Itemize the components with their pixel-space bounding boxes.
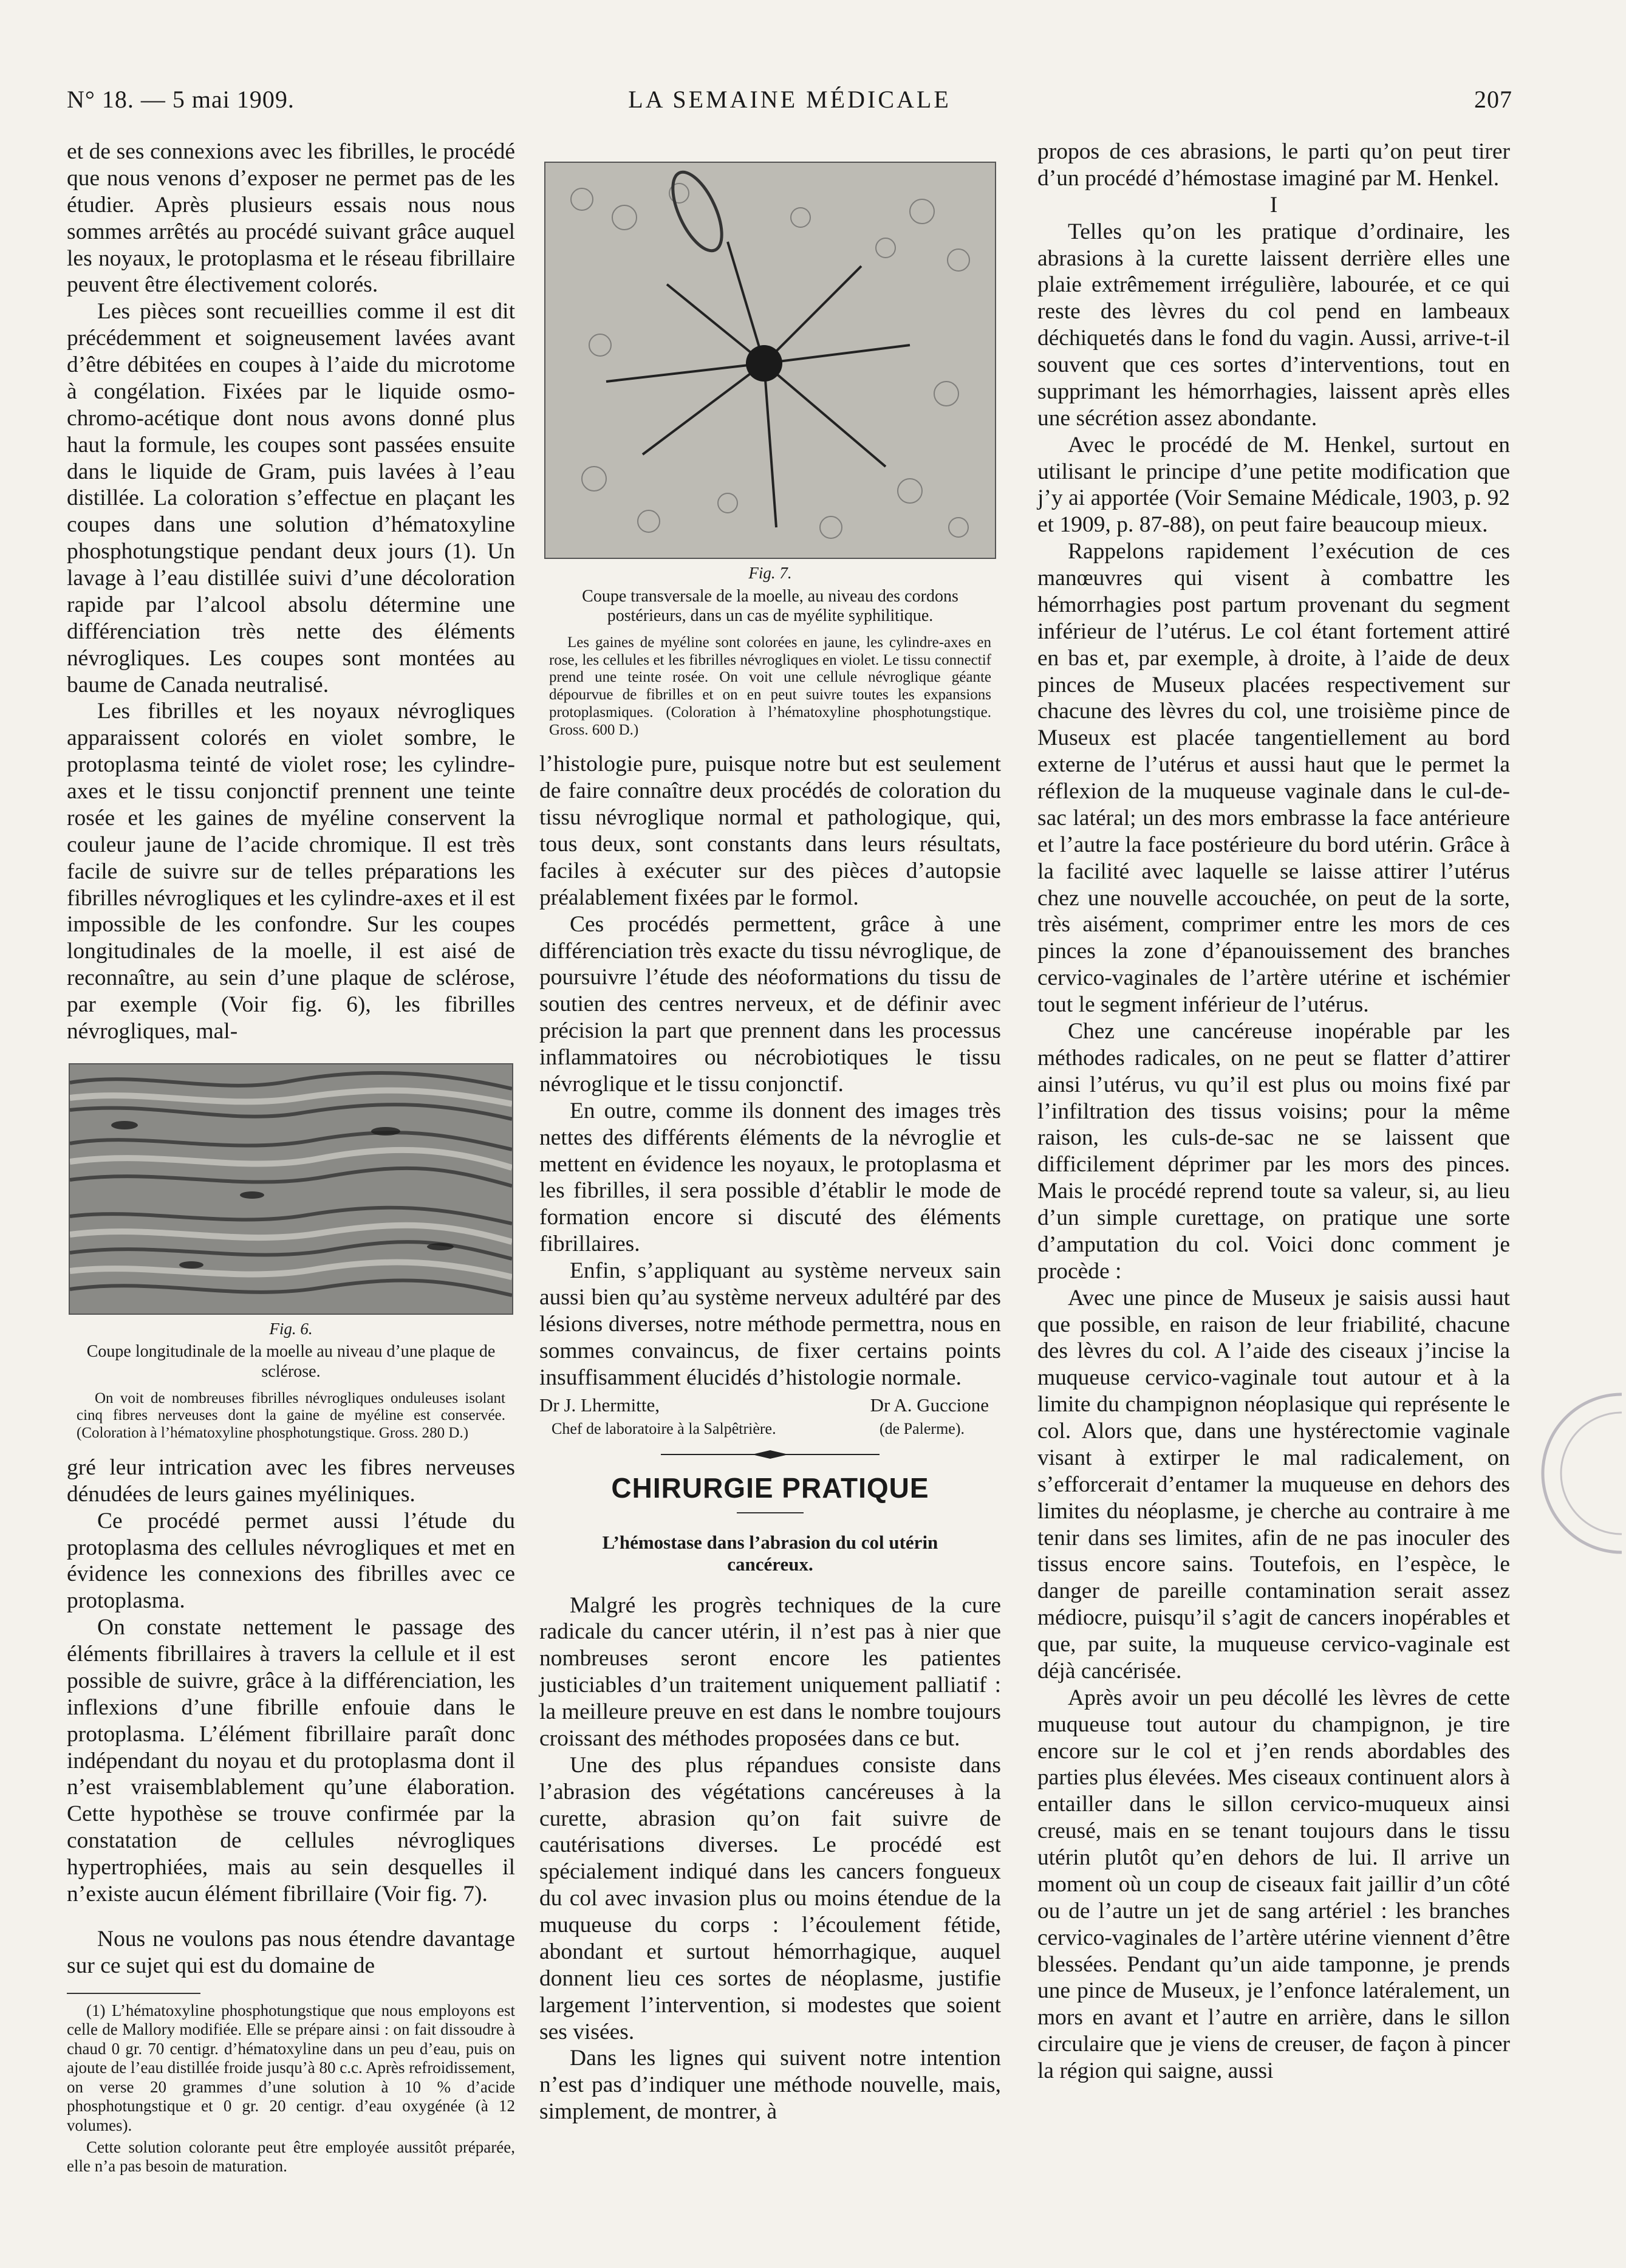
paragraph: Dans les lignes qui suivent notre intention n’est pas d’indiquer une méthode nouvelle, mais, simplement, de montrer, à [539,2046,1001,2125]
paragraph: Malgré les progrès techniques de la cure radicale du cancer utérin, il n’est pas à nier que nombreuses seront encore les patientes justiciables d’un traitement uniquement palliatif : la meilleure preuve en est dans le nombre toujours croissant des méthodes proposées dans ce but. [539,1592,1001,1751]
paragraph: Avec une pince de Museux je saisis aussi haut que possible, en raison de leur friabilité, chacune des lèvres du col. A l’aide des ciseaux j’incise la muqueuse cervico-vaginale tout autour et à la limite du champignon néoplasique qui représente le col. Alors que, dans une hystérectomie vaginale visant à extirper le mal radicalement, on s’efforcerait d’entamer la muqueuse en dehors des limites du néoplasme, je cherche au contraire à me tenir dans ses limites, afin de ne pas inoculer des tissus encore sains. Toutefois, en l’espèce, le danger de pareille contamination serait assez médiocre, puisqu’il s’agit de cancers inopérables et que, par suite, la muqueuse cervico-vaginale est déjà cancérisée. [1037,1285,1510,1684]
paragraph: Une des plus répandues consiste dans l’abrasion des végétations cancéreuses à la curette, abrasion qu’on fait suivre de cautérisations diverses. Le procédé est spécialement indiqué dans les cancers fongueux du col avec invasion plus ou moins étendue de la muqueuse du corps : l’écoulement fétide, abondant et surtout hémorrhagique, auquel donnent lieu ces sortes de néoplasme, justifie largement l’intervention, si modestes que soient ses visées. [539,1752,1001,2044]
author-2-title: (de Palerme). [879,1420,965,1438]
author-2: Dr A. Guccione [870,1394,989,1416]
figure-7-legend [549,634,991,739]
figure-6-label: Fig. 6. [269,1319,313,1338]
paragraph: l’histologie pure, puisque notre but est seulement de faire connaître deux procédés de coloration du tissu névroglique normal et pathologique, qui, tous deux, sont constants dans leurs résultats, faciles à exécuter sur des pièces d’autopsie préalablement fixées par le formol. [539,752,1001,910]
paragraph: Ces procédés permettent, grâce à une différenciation très exacte du tissu névroglique, de poursuivre l’étude des néoformations du tissu de soutien des centres nerveux, et de définir avec précision la part que prennent dans les processus inflammatoires ou nécrobiotiques le tissu névroglique et le tissu conjonctif. [539,911,1001,1097]
figure-7-image [544,162,996,559]
column-1 [67,139,515,2179]
footnotes [67,2001,515,2176]
journal-title: LA SEMAINE MÉDICALE [628,86,951,113]
section-number: I [1269,192,1278,218]
paragraph: Enfin, s’appliquant au système nerveux sain aussi bien qu’au système nerveux adultéré par des lésions diverses, notre méthode permettra, nous en sommes convaincus, de fixer certains points insuffisamment élucidés d’histologie normale. [539,1258,1001,1390]
figure-6-image [69,1063,513,1315]
author-1: Dr J. Lhermitte, [539,1394,660,1416]
paragraph: Nous ne voulons pas nous étendre davantage sur ce sujet qui est du domaine de [67,1926,515,1978]
paragraph: Telles qu’on les pratique d’ordinaire, les abrasions à la curette laissent derrière elles une plaie extrêmement irrégulière, labourée, et ce qui reste des lèvres du col pend en lambeaux déchiquetés dans le fond du vagin. Aussi, arrive-t-il souvent que ces sortes d’interventions, tout en supprimant les hémorrhagies, laissent après elles une sécrétion assez abondante. [1037,219,1510,431]
column-2 [539,139,1001,2125]
column-3 [1037,139,1510,2085]
footnote-divider [67,1993,200,1994]
figure-6-legend-text: On voit de nombreuses fibrilles névrogliques onduleuses isolant cinq fibres nerveuses dont la gaine de myéline est conservée. (Coloration à l’hématoxyline phosphotungstique. Gross. 280 D.) [77,1389,505,1442]
figure-7-label: Fig. 7. [748,564,792,582]
figure-7-caption: Coupe transversale de la moelle, au niveau des cordons postérieurs, dans un cas de myélite syphilitique. [582,586,958,625]
paragraph: Les pièces sont recueillies comme il est dit précédemment et soigneusement lavées avant d’être débitées en coupes à l’aide du microtome à congélation. Fixées par le liquide osmo-chromo-acétique dont nous avons donné plus haut la formule, les coupes sont passées ensuite dans le liquide de Gram, puis lavées à l’eau distillée. La coloration s’effectue en plaçant les coupes dans une solution d’hématoxyline phosphotungstique pendant deux jours (1). Un lavage à l’eau distillée suivi d’une décoloration rapide par l’alcool absolu détermine une différenciation très nette des éléments névrogliques. Les coupes sont montées au baume de Canada neutralisé. [67,299,515,697]
footnote-1: (1) L’hématoxyline phosphotungstique que nous employons est celle de Mallory modifiée. Elle se prépare ainsi : on fait dissoudre à chaud 0 gr. 70 centigr. d’hématoxyline dans un peu d’eau, puis on ajoute de l’eau distillée froide jusqu’à 80 c.c. Après refroidissement, on verse 20 grammes d’une solution à 10 % d’acide phosphotungstique et 0 gr. 20 centigr. d’eau oxygénée (à 12 volumes). [67,2001,515,2135]
paragraph: On constate nettement le passage des éléments fibrillaires à travers la cellule et il est possible de suivre, grâce à la différenciation, les inflexions d’une fibrille enfouie dans le protoplasma. L’élément fibrillaire paraît donc indépendant du noyau et du protoplasma dont il n’est vraisemblablement qu’une élaboration. Cette hypothèse se trouve confirmée par la constatation de cellules névrogliques hypertrophiées, mais au sein desquelles il n’existe aucun élément fibrillaire (Voir fig. 7). [67,1615,515,1907]
paragraph: gré leur intrication avec les fibres nerveuses dénudées de leurs gaines myéliniques. [67,1454,515,1507]
paragraph: En outre, comme ils donnent des images très nettes des différents éléments de la névroglie et mettent en évidence les noyaux, le protoplasma et les fibrilles, il sera possible d’établir le mode de formation encore si discuté des éléments fibrillaires. [539,1098,1001,1257]
footnote-2: Cette solution colorante peut être employée aussitôt préparée, elle n’a pas besoin de maturation. [67,2137,515,2176]
paragraph: Rappelons rapidement l’exécution de ces manœuvres qui visent à combattre les hémorrhagies post partum provenant du segment inférieur de l’utérus. Le col étant fortement attiré en bas et, par exemple, à droite, à l’aide de deux pinces de Museux placées respectivement sur chacune des lèvres du col, une troisième pince de Museux est placée tangentiellement au bord externe de l’utérus et aussi haut que le permet la réflexion de la muqueuse vaginale dans le cul-de-sac latéral; un des mors embrasse la face antérieure et l’autre la face postérieure du bord utérin. Grâce à la facilité avec laquelle se laisse attirer l’utérus chez une nouvelle accouchée, on peut de la sorte, très aisément, comprimer entre les mors de ces pinces la zone d’épanouissement des branches cervico-vaginales de l’artère utérine et ischémier tout le segment inférieur de l’utérus. [1037,539,1510,1017]
issue-number: N° 18. — 5 mai 1909. [67,86,295,113]
paragraph: et de ses connexions avec les fibrilles, le procédé que nous venons d’exposer ne permet pas de les étudier. Après plusieurs essais nous nous sommes arrêtés au procédé suivant grâce auquel les noyaux, le protoplasma et le réseau fibrillaire peuvent être électivement colorés. [67,139,515,298]
paragraph: propos de ces abrasions, le parti qu’on peut tirer d’un procédé d’hémostase imaginé par M. Henkel. [1037,139,1510,191]
article-title: L’hémostase dans l’abrasion du col utérin cancéreux. [602,1532,938,1575]
paragraph: Ce procédé permet aussi l’étude du protoplasma des cellules névrogliques et met en évidence les connexions des fibrilles avec ce protoplasma. [67,1508,515,1614]
section-rule [737,1512,804,1513]
figure-7-legend-text: Les gaines de myéline sont colorées en jaune, les cylindre-axes en rose, les cellules et les fibrilles névrogliques en violet. Le tissu connectif prend une teinte rosée. On voit une cellule névroglique géante dépourvue de fibrilles et on en peut suivre toutes les expansions protoplasmiques. (Coloration à l’hématoxyline phosphotungstique. Gross. 600 D.) [549,634,991,738]
paragraph: Après avoir un peu décollé les lèvres de cette muqueuse tout autour du champignon, je tire encore sur le col et j’en rends abordables des parties plus élevées. Mes ciseaux continuent alors à entailler dans le sillon cervico-muqueux ainsi creusé, mais en se tenant toujours dans le tissu utérin plutôt qu’en dehors de lui. Il arrive un moment où un coup de ciseaux fait jaillir d’un côté ou de l’autre un jet de sang artériel : les branches cervico-vaginales de l’artère utérine viennent d’être blessées. Pendant qu’un aide tamponne, je prends une pince de Museux, je l’enfonce latéralement, un mors en avant et l’autre en arrière, dans le sillon circulaire que je viens de creuser, de façon à pincer la région qui saigne, aussi [1037,1685,1510,2083]
library-stamp-image [1531,1385,1622,1561]
ornament-divider [661,1450,880,1459]
page-number: 207 [1474,86,1512,113]
figure-6-legend [77,1390,505,1442]
paragraph: Chez une cancéreuse inopérable par les méthodes radicales, on ne peut se flatter d’attirer ainsi l’utérus, vu qu’il est plus ou moins fixé par l’infiltration des tissus voisins; pour la même raison, les culs-de-sac ne se laissent que difficilement déprimer par les mors des pinces. Mais le procédé reprend toute sa valeur, si, au lieu d’un simple curettage, on pratique une sorte d’amputation du col. Voici donc comment je procède : [1037,1018,1510,1284]
paragraph: Avec le procédé de M. Henkel, surtout en utilisant le principe d’une petite modification que j’y ai apportée (Voir Semaine Médicale, 1903, p. 92 et 1909, p. 87-88), on peut faire beaucoup mieux. [1037,432,1510,538]
section-title: CHIRURGIE PRATIQUE [611,1472,929,1504]
page-header [67,85,1512,122]
paragraph: Les fibrilles et les noyaux névrogliques apparaissent colorés en violet sombre, le protoplasma teinté de violet rose; les cylindre-axes et le tissu conjonctif prennent une teinte rosée et les gaines de myéline conservent la couleur jaune de l’acide chromique. Il est très facile de suivre sur de telles préparations les fibrilles névrogliques et les cylindre-axes et il est impossible de les confondre. Sur les coupes longitudinales de la moelle, il est aisé de reconnaître, au sein d’une plaque de sclérose, par exemple (Voir fig. 6), les fibrilles névrogliques, mal- [67,699,515,1044]
signature-block [539,1394,1001,1443]
author-1-title: Chef de laboratoire à la Salpêtrière. [552,1420,776,1438]
figure-6-caption: Coupe longitudinale de la moelle au niveau d’une plaque de sclérose. [86,1342,496,1381]
